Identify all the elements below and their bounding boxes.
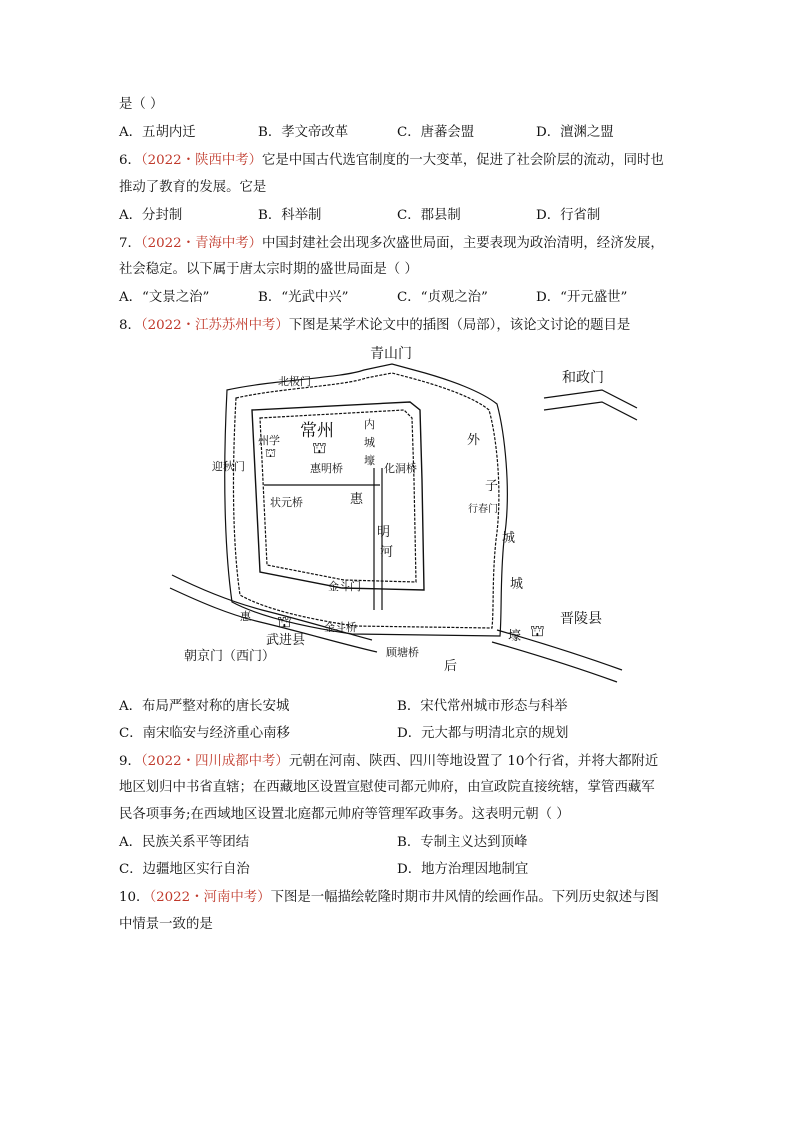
label-hezhengmen: 和政门 [562,370,604,386]
q5-option-d[interactable]: D．澶渊之盟 [536,125,614,140]
q7-option-d[interactable]: D．“开元盛世” [536,290,628,305]
q6-source: （2022・陕西中考） [140,153,263,168]
label-chaojingmen: 朝京门（西门） [184,649,276,664]
q6-option-a[interactable]: A．分封制 [119,208,183,223]
label-zhouxue: 州学 [258,434,280,447]
label-huimingqiao: 惠明桥 [310,462,343,475]
label-hou: 后 [444,659,458,674]
label-jindouqiao: 金斗桥 [324,621,357,634]
wujin-marker-icon: ⛫ [277,612,292,631]
label-hao: 壕 [364,454,375,467]
label-ming: 明 [377,525,391,540]
label-cheng: 城 [364,436,375,449]
q5-stem-tail: 是（ ） [119,97,164,112]
q5-option-b[interactable]: B．孝文帝改革 [258,125,349,140]
q10-stem-text: 下图是一幅描绘乾隆时期市井风情的绘画作品。下列历史叙述与图 [270,890,659,905]
q10-stem-line1 [119,888,659,908]
q10-number: 10． [119,890,150,905]
label-hui: 惠 [350,492,364,507]
q7-source: （2022・青海中考） [140,236,263,251]
label-gutangqiao: 顾塘桥 [386,646,419,659]
label-hao2: 壕 [508,629,522,644]
q10-stem-line2: 中情景一致的是 [119,917,213,932]
label-changzhou: 常州 [300,421,334,441]
label-zi: 子 [485,479,499,494]
label-cheng2: 城 [502,531,516,546]
label-hui2: 惠 [240,610,251,623]
q9-option-a[interactable]: A．民族关系平等团结 [119,835,250,850]
q7-stem-line2: 社会稳定。以下属于唐太宗时期的盛世局面是（ ） [119,262,418,277]
q6-stem-text: 它是中国古代选官制度的一大变革，促进了社会阶层的流动，同时也 [262,153,664,168]
label-zhuangyuanqiao: 状元桥 [270,496,303,509]
q9-number: 9． [119,754,141,769]
q9-option-d[interactable]: D．地方治理因地制宜 [397,862,529,877]
q7-option-b[interactable]: B．“光武中兴” [258,290,349,305]
label-nei: 内 [364,418,375,431]
label-qingshanmen: 青山门 [370,346,412,362]
label-wai: 外 [467,433,481,448]
q7-stem-text: 中国封建社会出现多次盛世局面，主要表现为政治清明，经济发展， [262,236,664,251]
q8-stem-text: 下图是某学术论文中的插图（局部），该论文讨论的题目是 [288,318,631,333]
q9-stem-line1 [119,752,658,772]
label-jindoumen: 金斗门 [328,580,361,593]
q8-option-a[interactable]: A．布局严整对称的唐长安城 [119,699,290,714]
q6-stem-line2: 推动了教育的发展。它是 [119,180,267,195]
label-wujinxian: 武进县 [266,633,306,648]
zhouxue-marker-icon: ⛫ [265,446,277,460]
q8-option-d[interactable]: D．元大都与明清北京的规划 [397,726,569,741]
changzhou-city-map [152,340,642,690]
q9-stem-line2: 地区划归中书省直辖；在西藏地区设置宣慰使司都元帅府，由宣政院直接统辖，掌管西藏军 [119,780,655,795]
q6-number: 6． [119,153,141,168]
q6-stem-line1 [119,151,664,171]
label-jinlingxian: 晋陵县 [560,611,602,627]
q6-option-c[interactable]: C．郡县制 [397,208,461,223]
changzhou-marker-icon: ⛫ [312,438,327,457]
q6-option-d[interactable]: D．行省制 [536,208,601,223]
q8-stem [119,316,630,336]
label-xingchunmen: 行春门 [468,504,498,515]
label-beijimen: 北极门 [278,375,311,388]
jinling-marker-icon: ⛫ [530,621,545,640]
label-he: 河 [380,545,394,560]
q5-option-a[interactable]: A．五胡内迁 [119,125,196,140]
q8-number: 8． [119,318,141,333]
q9-source: （2022・四川成都中考） [140,754,289,769]
q10-source: （2022・河南中考） [149,890,271,905]
q7-option-a[interactable]: A．“文景之治” [119,290,210,305]
q9-stem-line3: 民各项事务;在西域地区设置北庭都元帅府等管理军政事务。这表明元朝（ ） [119,807,570,822]
q8-option-c[interactable]: C．南宋临安与经济重心南移 [119,726,290,741]
q7-stem-line1 [119,234,664,254]
label-huadongqiao: 化洞桥 [384,462,417,475]
q7-number: 7． [119,236,141,251]
q5-option-c[interactable]: C．唐蕃会盟 [397,125,475,140]
q8-source: （2022・江苏苏州中考） [140,318,289,333]
q7-option-c[interactable]: C．“贞观之治” [397,290,488,305]
label-yingchunmen: 迎秋门 [212,460,245,473]
label-cheng3: 城 [510,577,524,592]
q9-stem-text: 元朝在河南、陕西、四川等地设置了 10个行省，并将大都附近 [288,754,659,769]
q9-option-b[interactable]: B．专制主义达到顶峰 [397,835,528,850]
q8-option-b[interactable]: B．宋代常州城市形态与科举 [397,699,568,714]
q9-option-c[interactable]: C．边疆地区实行自治 [119,862,250,877]
q6-option-b[interactable]: B．科举制 [258,208,322,223]
moat-lines [170,390,637,682]
